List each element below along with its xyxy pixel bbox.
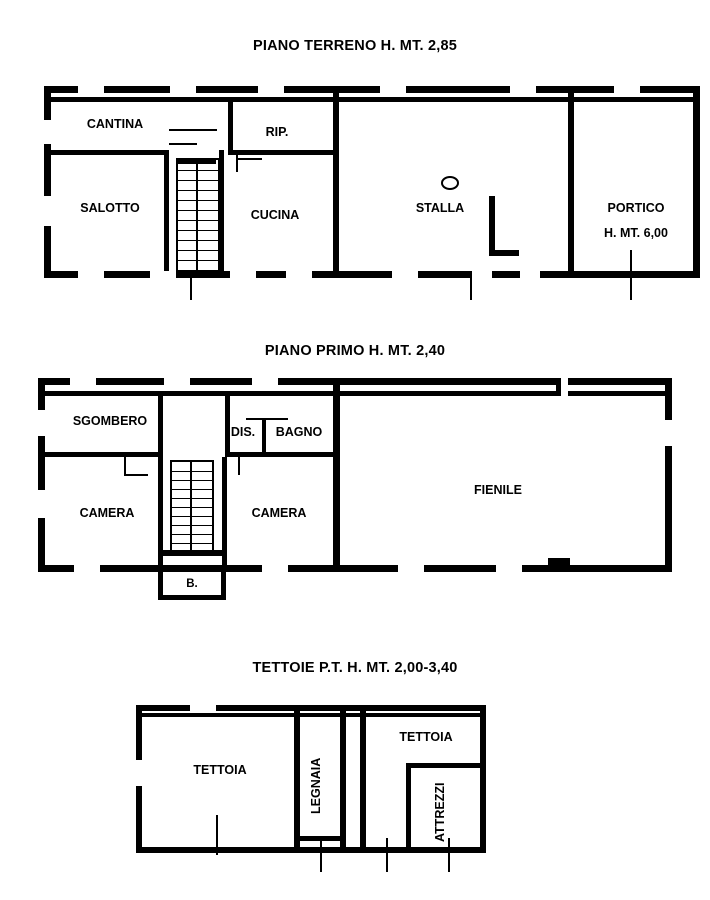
section-tick-3 [630, 250, 632, 300]
wall-legnaia-bottom-stub [300, 847, 314, 853]
door-line-camera2 [238, 457, 240, 475]
section-tick-t-1 [216, 815, 218, 855]
window-gap-top-5 [510, 86, 536, 93]
window-gap-top-4 [380, 86, 406, 93]
section-tick-2 [470, 278, 472, 300]
wall-vertical-salotto-right [164, 150, 169, 278]
door-line-dis [246, 418, 288, 420]
window-gap-left-1 [44, 120, 51, 144]
wall-rip-left [228, 102, 233, 150]
wall-top-inner-left-p1 [45, 391, 333, 396]
window-gap-bottom-p1-3 [398, 565, 424, 572]
door-line-cantina [169, 129, 217, 131]
room-label-legnaia: LEGNAIA [309, 757, 323, 815]
wall-top-inner-mid [339, 97, 568, 102]
wall-right-outer-p1 [665, 378, 672, 572]
wall-top-inner-right [574, 97, 693, 102]
wall-dis-left [225, 396, 230, 452]
window-gap-top-p1-2 [164, 378, 190, 385]
room-label-b: B. [186, 578, 198, 590]
window-gap-top-3 [258, 86, 284, 93]
room-label-portico: PORTICO [607, 201, 665, 215]
wall-top-outer-p1 [38, 378, 672, 385]
window-gap-bottom-5 [392, 271, 418, 278]
wall-bottom-outer-p1 [38, 565, 672, 572]
wall-sgombero-bottom [45, 452, 158, 457]
door-line-rip-2 [238, 158, 262, 160]
window-gap-bottom-4 [286, 271, 312, 278]
window-gap-top-p1-1 [70, 378, 96, 385]
wall-vertical-fienile-left [333, 385, 340, 572]
window-gap-bottom-3 [230, 271, 256, 278]
window-gap-top-6 [614, 86, 640, 93]
stair-base-wall-p1 [163, 550, 223, 556]
wall-bagno-bottom [225, 452, 333, 457]
wall-top-inner-t-2 [300, 713, 360, 717]
window-gap-left-2 [44, 196, 51, 226]
room-label-dis: DIS. [230, 425, 256, 439]
wall-cantina-bottom [51, 150, 169, 155]
balcony-bottom-wall [158, 595, 226, 600]
door-line-cantina-2 [169, 143, 197, 145]
wall-legnaia-bottom-stub-2 [326, 847, 346, 853]
window-gap-top-1 [78, 86, 104, 93]
window-gap-top-2 [170, 86, 196, 93]
stalla-internal-wall-2 [495, 250, 519, 256]
window-gap-bottom-7 [520, 271, 540, 278]
window-gap-bottom-2 [150, 271, 176, 278]
floor-title-piano-terreno: PIANO TERRENO H. MT. 2,85 [252, 38, 457, 54]
wall-vertical-stalla-left [333, 86, 339, 278]
door-line-rip [236, 150, 238, 172]
room-label-bagno: BAGNO [275, 425, 323, 439]
room-label-cantina: CANTINA [86, 117, 144, 131]
wall-notch-right-p1 [556, 378, 561, 396]
room-label-camera-2: CAMERA [251, 506, 307, 520]
wall-vertical-legnaia-left [294, 705, 300, 853]
floor-title-piano-primo: PIANO PRIMO H. MT. 2,40 [264, 343, 446, 359]
wall-top-outer-t [136, 705, 486, 711]
wall-attrezzi-top [406, 763, 486, 768]
room-label-salotto: SALOTTO [80, 201, 140, 215]
section-tick-t-3 [386, 838, 388, 872]
wall-top-inner-left [51, 97, 333, 102]
floor-title-tettoie: TETTOIE P.T. H. MT. 2,00-3,40 [252, 660, 458, 676]
wall-rip-bottom [228, 150, 333, 155]
wall-right-outer-t [480, 705, 486, 853]
room-label-portico-height: H. MT. 6,00 [604, 226, 668, 240]
wall-vertical-portico-left [568, 86, 574, 278]
wall-camera2-left [222, 457, 227, 565]
window-gap-top-p1-4 [560, 378, 568, 385]
section-tick-1 [190, 278, 192, 300]
wall-top-inner-right2-p1 [568, 391, 665, 396]
room-label-rip: RIP. [265, 125, 289, 139]
window-gap-bottom-1 [78, 271, 104, 278]
room-label-stalla: STALLA [415, 201, 465, 215]
stalla-drain-icon [441, 176, 459, 190]
room-label-camera-1: CAMERA [79, 506, 135, 520]
door-line-sgombero [124, 452, 126, 476]
wall-vertical-tettoia2-left [360, 705, 366, 853]
door-line-sgombero-2 [126, 474, 148, 476]
room-label-sgombero: SGOMBERO [72, 414, 148, 428]
stalla-internal-wall [489, 196, 495, 256]
section-tick-t-4 [448, 838, 450, 872]
room-label-attrezzi: ATTREZZI [433, 782, 447, 842]
staircase-piano-terreno [176, 158, 220, 272]
wall-top-inner-right-p1 [340, 391, 560, 396]
room-label-cucina: CUCINA [250, 208, 300, 222]
wall-top-inner-t-3 [366, 713, 480, 717]
window-gap-left-t-1 [136, 760, 142, 786]
wall-notch-bottom-p1 [548, 558, 570, 565]
window-gap-left-p1-2 [38, 490, 45, 518]
section-tick-t-2 [320, 838, 322, 872]
wall-bottom-outer [44, 271, 700, 278]
window-gap-bottom-p1-2 [262, 565, 288, 572]
window-gap-top-t-1 [190, 705, 216, 711]
wall-left-outer [44, 86, 51, 278]
wall-top-inner-t-1 [142, 713, 294, 717]
room-label-tettoia-2: TETTOIA [399, 730, 453, 744]
wall-right-outer [693, 86, 700, 278]
staircase-piano-primo [170, 460, 214, 554]
window-gap-bottom-p1-4 [496, 565, 522, 572]
wall-vertical-legnaia-right [340, 705, 346, 853]
window-gap-top-p1-3 [252, 378, 278, 385]
room-label-tettoia-1: TETTOIA [193, 763, 247, 777]
room-label-fienile: FIENILE [474, 483, 522, 497]
window-gap-bottom-p1-1 [74, 565, 100, 572]
window-gap-left-p1-1 [38, 410, 45, 436]
wall-attrezzi-left [406, 763, 411, 853]
window-gap-right-p1-1 [665, 420, 672, 446]
window-gap-bottom-6 [472, 271, 492, 278]
stair-head-wall [176, 158, 216, 164]
wall-top-outer [44, 86, 700, 93]
